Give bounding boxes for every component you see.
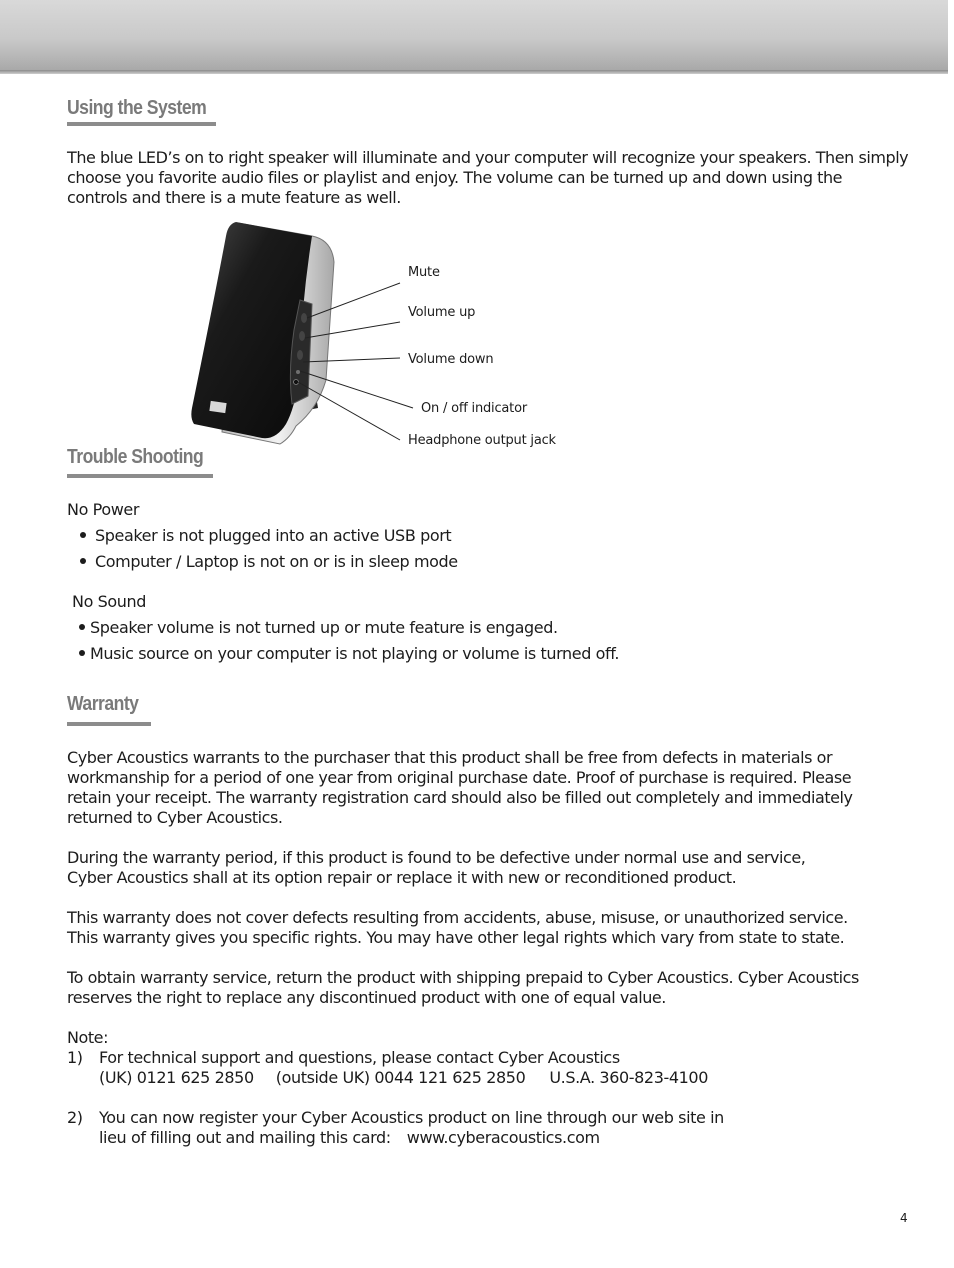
note-1-phones <box>99 1068 708 1088</box>
list-item <box>79 618 558 638</box>
warranty-paragraph-1 <box>67 748 853 828</box>
text-line: returned to Cyber Acoustics. <box>67 808 283 827</box>
text-line: This warranty does not cover defects resulting from accidents, abuse, misuse, or unauthorized service. <box>67 908 848 927</box>
list-item-text: Computer / Laptop is not on or is in sleep mode <box>95 552 458 571</box>
phone-usa: U.S.A. 360-823-4100 <box>549 1068 708 1087</box>
leader-line-headphone <box>298 382 400 440</box>
text-line: The blue LED’s on to right speaker will illuminate and your computer will recognize your speakers. Then simply <box>67 148 909 167</box>
website-link[interactable]: www.cyberacoustics.com <box>406 1128 600 1147</box>
warranty-paragraph-4 <box>67 968 859 1008</box>
text-line: Cyber Acoustics warrants to the purchaser that this product shall be free from defects in materials or <box>67 748 833 767</box>
list-item-text: Speaker is not plugged into an active USB port <box>95 526 452 545</box>
text-line: workmanship for a period of one year from original purchase date. Proof of purchase is required. Please <box>67 768 852 787</box>
callout-volume-up: Volume up <box>408 305 476 320</box>
callout-on-off-indicator: On / off indicator <box>421 401 527 416</box>
warranty-paragraph-2 <box>67 848 805 888</box>
callout-headphone-jack: Headphone output jack <box>408 433 556 448</box>
section-heading-using-the-system: Using the System <box>67 97 207 119</box>
text-line: choose you favorite audio files or playlist and enjoy. The volume can be turned up and down using the <box>67 168 843 187</box>
note-2-line-1: You can now register your Cyber Acoustics product on line through our web site in <box>99 1108 724 1127</box>
page-number: 4 <box>900 1211 908 1225</box>
using-paragraph <box>67 148 908 208</box>
volume-down-button <box>297 350 303 360</box>
list-item <box>79 644 619 664</box>
text-line: controls and there is a mute feature as well. <box>67 188 401 207</box>
heading-underline <box>67 722 151 726</box>
speaker-diagram-leaders <box>290 360 420 450</box>
text-line: Cyber Acoustics shall at its option repair or replace it with new or reconditioned product. <box>67 868 737 887</box>
warranty-paragraph-3 <box>67 908 848 948</box>
text-line: This warranty gives you specific rights. You may have other legal rights which vary from state to state. <box>67 928 845 947</box>
list-item <box>80 526 451 546</box>
note-2-line-2 <box>99 1128 600 1148</box>
list-item-text: Music source on your computer is not playing or volume is turned off. <box>90 644 620 663</box>
list-item <box>80 552 458 572</box>
mute-button <box>301 313 307 323</box>
text-line: To obtain warranty service, return the product with shipping prepaid to Cyber Acoustics. Cyber Acoustics <box>67 968 859 987</box>
leader-line-on-off <box>300 371 413 408</box>
header-band <box>0 0 948 70</box>
section-heading-warranty: Warranty <box>67 693 139 715</box>
callout-mute: Mute <box>408 265 440 280</box>
text-line: During the warranty period, if this product is found to be defective under normal use and service, <box>67 848 806 867</box>
note-2-text: lieu of filling out and mailing this card: <box>99 1128 391 1147</box>
heading-underline <box>67 122 216 126</box>
bullet-icon <box>80 532 86 538</box>
section-heading-trouble-shooting: Trouble Shooting <box>67 446 204 468</box>
no-power-title: No Power <box>67 500 140 519</box>
text-line: retain your receipt. The warranty registration card should also be filled out completely and immediately <box>67 788 853 807</box>
note-1-line-1: For technical support and questions, please contact Cyber Acoustics <box>99 1048 620 1067</box>
note-number: 1) <box>67 1048 83 1067</box>
phone-uk: (UK) 0121 625 2850 <box>99 1068 254 1087</box>
no-sound-title: No Sound <box>72 592 147 611</box>
bullet-icon <box>79 624 85 630</box>
text-line: reserves the right to replace any discontinued product with one of equal value. <box>67 988 666 1007</box>
header-band-shadow <box>0 70 948 74</box>
bullet-icon <box>80 558 86 564</box>
list-item-text: Speaker volume is not turned up or mute feature is engaged. <box>90 618 558 637</box>
volume-up-button <box>299 331 305 341</box>
bullet-icon <box>79 650 85 656</box>
note-label: Note: <box>67 1028 109 1047</box>
callout-volume-down: Volume down <box>408 352 494 367</box>
heading-underline <box>67 474 213 478</box>
note-number: 2) <box>67 1108 83 1127</box>
phone-outside-uk: (outside UK) 0044 121 625 2850 <box>275 1068 526 1087</box>
